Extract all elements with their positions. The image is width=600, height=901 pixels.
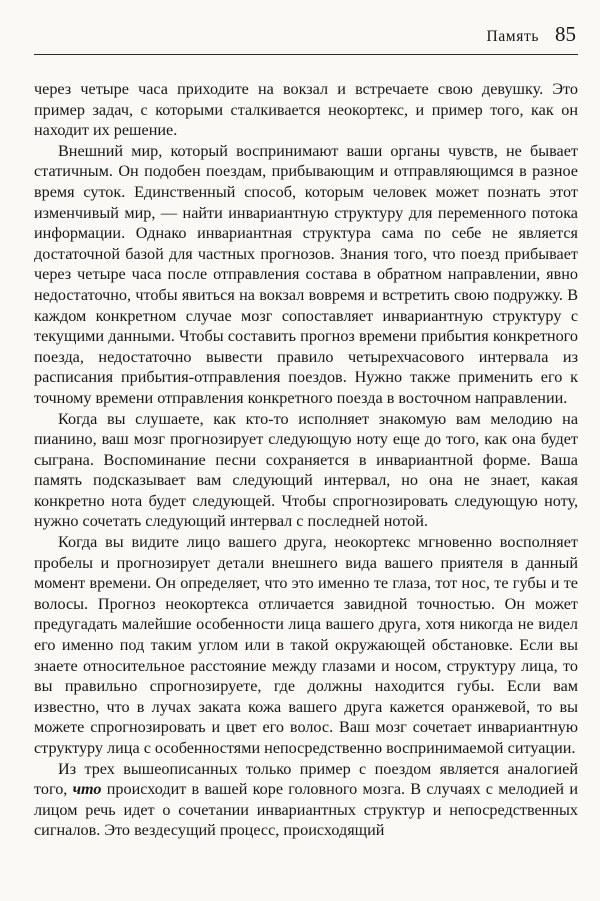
page-number: 85 [555,22,576,46]
paragraph-continuation: через четыре часа приходите на вокзал и встречаете свою девушку. Это пример задач, с которыми сталкивается неокортекс, и пример того, как он находит их решение. [34,80,578,140]
conclusion-text-before-emphasis: Из трех вышеописанных только пример с поездом является аналогией того, [34,759,578,799]
running-header [34,22,578,47]
header-rule [34,54,578,55]
chapter-title: Память [486,28,539,45]
conclusion-text-after-emphasis: происходит в вашей коре головного мозга. В случаях с мелодией и лицом речь идет о сочетании инвариантных структур и непосредственных сигналов. Это вездесущий процесс, происходящий [34,780,578,840]
page-body-text [34,79,578,841]
paragraph-trains: Внешний мир, который воспринимают ваши органы чувств, не бывает статичным. Он подобен поездам, прибывающим и отправляющимся в разное время суток. Единственный способ, которым человек может познать этот изменчивый мир, — найти инвариантную структуру для переменного потока информации. Однако инвариантная структура сама по себе не является достаточной базой для частных прогнозов. Знания того, что поезд прибывает через четыре часа после отправления состава в обратном направлении, явно недостаточно, чтобы явиться на вокзал вовремя и встретить свою подружку. В каждом конкретном случае мозг сопоставляет инвариантную структуру с текущими данными. Чтобы составить прогноз времени прибытия конкретного поезда, недостаточно вывести правило четырехчасового интервала из расписания прибытия-отправления поездов. Нужно также применить его к точному времени отправления конкретного поезда в восточном направлении. [34,141,578,407]
emphasized-word: что [72,780,102,799]
paragraph-melody: Когда вы слушаете, как кто-то исполняет знакомую вам мелодию на пианино, ваш мозг прогнозирует следующую ноту еще до того, как она будет сыграна. Воспоминание песни сохраняется в инвариантной форме. Ваша память подсказывает вам следующий интервал, но она не знает, какая конкретно нота будет следующей. Чтобы спрогнозировать следующую ноту, нужно сочетать следующий интервал с последней нотой. [34,409,578,531]
paragraph-conclusion [34,759,578,841]
paragraph-face: Когда вы видите лицо вашего друга, неокортекс мгновенно восполняет пробелы и прогнозирует детали внешнего вида вашего приятеля в данный момент времени. Он определяет, что это именно те глаза, тот нос, те губы и те волосы. Прогноз неокортекса отличается завидной точностью. Он может предугадать малейшие особенности лица вашего друга, хотя никогда не видел его именно под таким углом или в такой окружающей обстановке. Если вы знаете относительное расстояние между глазами и носом, структуру лица, то вы правильно спрогнозируете, где должны находится губы. Если вам известно, что в лучах заката кожа вашего друга кажется оранжевой, то вы можете спрогнозировать и цвет его волос. Ваш мозг сочетает инвариантную структуру лица с особенностями непосредственно воспринимаемой ситуации. [34,533,578,757]
